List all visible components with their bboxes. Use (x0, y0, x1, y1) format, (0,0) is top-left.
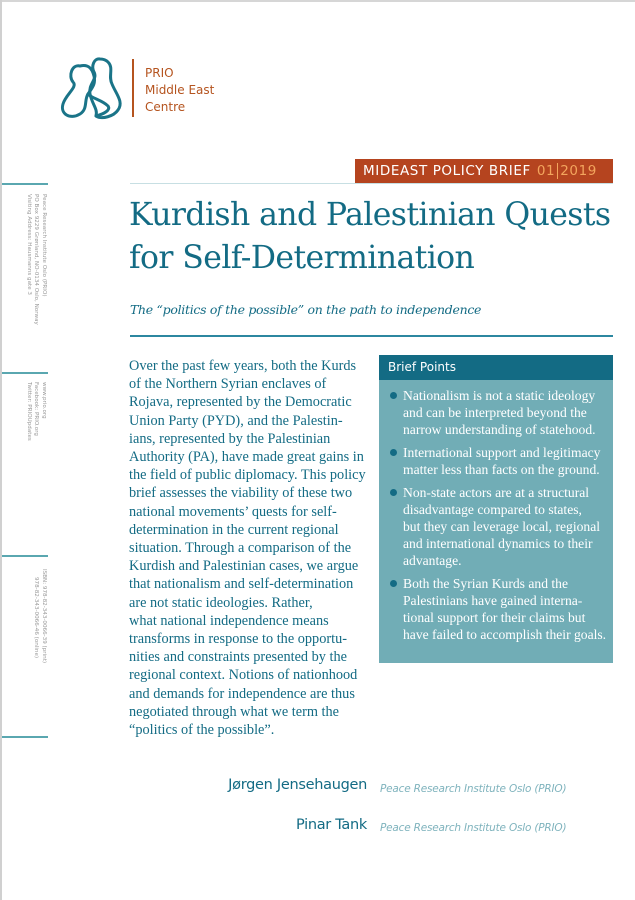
bullet-icon (390, 489, 397, 496)
brief-point-line: Nationalism is not a static ideology (403, 388, 596, 403)
abstract-line: and demands for independence are thus (129, 685, 355, 702)
banner-rule (130, 183, 613, 184)
abstract-line: brief assesses the viability of these two (129, 485, 353, 502)
brief-point-line: matter less than facts on the ground. (403, 462, 600, 477)
brief-points-box (379, 355, 613, 663)
facebook-link[interactable]: Facebook: PRIO.org (33, 382, 40, 436)
title-line: for Self-Determination (129, 240, 475, 276)
brief-points-list (379, 380, 613, 643)
abstract-line: national movements’ quests for self- (129, 503, 337, 520)
brief-point (379, 387, 613, 438)
sidebar-divider (2, 555, 48, 557)
abstract-line: determination in the current regional (129, 521, 339, 538)
subtitle: The “politics of the possible” on the path to independence (130, 302, 482, 317)
brief-point-line: but they can leverage local, regional (403, 519, 601, 534)
abstract-line: Union Party (PYD), and the Palestin- (129, 412, 343, 429)
page-border-top (0, 0, 635, 2)
sidebar-isbn (32, 569, 47, 663)
author-name: Jørgen Jensehaugen (228, 777, 367, 793)
sidebar-divider (2, 183, 48, 185)
logo-line: PRIO (145, 66, 174, 80)
brief-point-line: advantage. (403, 553, 462, 568)
abstract-line: that nationalism and self-determination (129, 576, 354, 593)
sidebar-divider (2, 736, 48, 738)
brief-point (379, 444, 613, 478)
title-rule (130, 335, 613, 337)
title-line: Kurdish and Palestinian Quests (129, 197, 611, 233)
abstract-line: are not static ideologies. Rather, (129, 594, 313, 611)
bullet-icon (390, 392, 397, 399)
abstract-text (129, 357, 374, 739)
brief-points-header: Brief Points (379, 355, 613, 380)
address-line: Visiting Address: Hausmanns gate 3 (26, 194, 32, 295)
brief-point-line: and can be interpreted beyond the (403, 405, 587, 420)
twitter-link[interactable]: Twitter: PRIOUpdates (26, 382, 32, 441)
page-title (129, 194, 619, 280)
page-border-left (0, 0, 2, 900)
logo-divider (132, 59, 134, 117)
brief-point (379, 575, 613, 643)
brief-point (379, 484, 613, 569)
brief-point-line: Palestinians have gained interna- (403, 593, 583, 608)
abstract-line: negotiated through what we term the (129, 703, 340, 720)
brief-point-line: International support and legitimacy (403, 445, 601, 460)
abstract-line: situation. Through a comparison of the (129, 540, 352, 557)
brief-point-line: and international dynamics to their (403, 536, 593, 551)
bullet-icon (390, 580, 397, 587)
banner-number: 01 (536, 163, 556, 179)
sidebar-web (25, 382, 48, 441)
policy-brief-banner (355, 159, 613, 183)
address-line: PO Box 9229 Grønland, NO-0134 Oslo, Norway (33, 194, 40, 325)
abstract-line: the field of public diplomacy. This policy (129, 467, 366, 484)
sidebar-divider (2, 372, 48, 374)
author-affiliation: Peace Research Institute Oslo (PRIO) (380, 822, 567, 834)
abstract-line: ians, represented by the Palestinian (129, 430, 331, 447)
abstract-line: what national independence means (129, 612, 329, 629)
logo-line: Centre (145, 100, 186, 114)
abstract-line: of the Northern Syrian enclaves of (129, 376, 327, 393)
prio-figures-logo-icon (58, 54, 128, 124)
isbn-line: ISBN: 978-82-343-0066-39 (print) (41, 569, 47, 664)
abstract-line: Rojava, represented by the Democratic (129, 394, 352, 411)
abstract-line: transforms in response to the opportu- (129, 631, 347, 648)
abstract-line: Over the past few years, both the Kurds (129, 358, 357, 374)
brief-point-line: disadvantage compared to states, (403, 502, 582, 517)
abstract-line: “politics of the possible”. (129, 722, 275, 739)
abstract-line: Authority (PA), have made great gains in (129, 449, 364, 466)
brief-point-line: have failed to accomplish their goals. (403, 627, 607, 642)
banner-label: MIDEAST POLICY BRIEF (363, 163, 531, 179)
brief-point-line: Both the Syrian Kurds and the (403, 576, 568, 591)
logo-line: Middle East (145, 83, 215, 97)
isbn-line: 978-82-343-0066-46 (online) (33, 577, 40, 659)
banner-year: 2019 (560, 163, 597, 179)
bullet-icon (390, 449, 397, 456)
author-name: Pinar Tank (295, 817, 367, 833)
brief-point-line: tional support for their claims but (403, 610, 586, 625)
banner-separator (557, 163, 558, 179)
abstract-line: regional context. Notions of nationhood (129, 667, 358, 684)
abstract-line: Kurdish and Palestinian cases, we argue (129, 558, 359, 575)
sidebar-address (25, 194, 48, 325)
address-line: Peace Research Institute Oslo (PRIO) (41, 194, 47, 297)
brief-point-line: narrow understanding of statehood. (403, 422, 596, 437)
brief-point-line: Non-state actors are at a structural (403, 485, 590, 500)
logo-text (145, 65, 214, 116)
author-affiliation: Peace Research Institute Oslo (PRIO) (380, 783, 567, 795)
abstract-line: nities and constraints presented by the (129, 649, 347, 666)
web-link[interactable]: www.prio.org (41, 382, 47, 419)
